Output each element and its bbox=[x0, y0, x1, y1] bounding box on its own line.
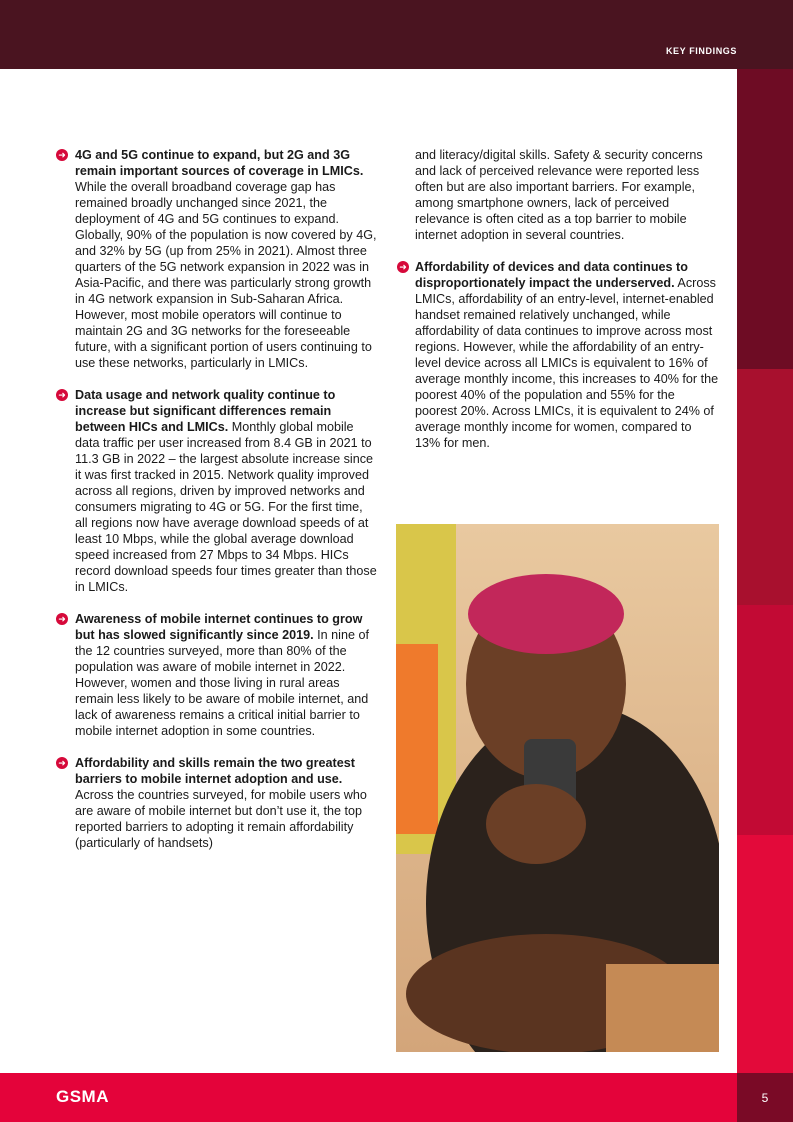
finding-body: Across LMICs, affordability of an entry-level, internet-enabled handset remained relatively unchanged, while affordability of data continues to improve across most regions. However, while the affordability of an entry-level device across all LMICs is equivalent to 16% of average monthly income, this increases to 40% for the poorest 40% of the population and 55% for the poorest 20%. Across LMICs, it is equivalent to 24% of average monthly income for women, compared to 13% for men. bbox=[415, 276, 719, 450]
arrow-circle-right-icon: ➜ bbox=[56, 613, 68, 625]
finding-body: In nine of the 12 countries surveyed, more than 80% of the population was aware of mobile internet in 2022. However, women and those living in rural areas remain less likely to be aware of mobile internet, and lack of awareness remains a critical initial barrier to mobile internet adoption in some countries. bbox=[75, 628, 369, 738]
finding-lead: 4G and 5G continue to expand, but 2G and 3G remain important sources of coverage in LMICs. bbox=[75, 148, 364, 178]
gsma-logo: GSMA bbox=[56, 1087, 109, 1106]
left-column bbox=[56, 147, 378, 867]
arrow-circle-right-icon: ➜ bbox=[56, 389, 68, 401]
finding-body: and literacy/digital skills. Safety & security concerns and lack of perceived relevance were reported less often but are also important barriers. For example, among smartphone owners, lack of perceived relevance is often cited as a top barrier to mobile internet adoption in several countries. bbox=[415, 148, 703, 242]
side-strip bbox=[737, 69, 793, 369]
finding-body: Across the countries surveyed, for mobile users who are aware of mobile internet but don’t use it, the top reported barriers to adopting it remain affordability (particularly of handsets) bbox=[75, 788, 367, 850]
footer-bar bbox=[0, 1073, 793, 1122]
finding-lead: Awareness of mobile internet continues to grow but has slowed significantly since 2019. bbox=[75, 612, 363, 642]
finding-body: Monthly global mobile data traffic per user increased from 8.4 GB in 2021 to 11.3 GB in 2022 – the largest absolute increase since it was first tracked in 2015. Network quality improved across all regions, driven by improved networks and consumers migrating to 4G or 5G. For the first time, all regions now have average download speeds of at least 10 Mbps, while the global average download speed increased from 27 Mbps to 34 Mbps. HICs record download speeds four times greater than those in LMICs. bbox=[75, 420, 377, 594]
arrow-circle-right-icon: ➜ bbox=[397, 261, 409, 273]
finding-continuation bbox=[397, 147, 719, 243]
finding-item bbox=[56, 755, 378, 851]
right-column bbox=[397, 147, 719, 467]
side-strip bbox=[737, 605, 793, 835]
finding-lead: Affordability of devices and data continues to disproportionately impact the underserved. bbox=[415, 260, 688, 290]
finding-lead: Affordability and skills remain the two greatest barriers to mobile internet adoption and use. bbox=[75, 756, 355, 786]
side-strip bbox=[737, 369, 793, 605]
finding-body: While the overall broadband coverage gap has remained broadly unchanged since 2021, the deployment of 4G and 5G continues to expand. Globally, 90% of the population is now covered by 4G, and 32% by 5G (up from 25% in 2021). Almost three quarters of the 5G network expansion in 2022 was in Asia-Pacific, and there was particularly strong growth in 4G network expansion in Sub-Saharan Africa. However, most mobile operators will continue to maintain 2G and 3G networks for the foreseeable future, with a significant portion of users continuing to use these networks, particularly in LMICs. bbox=[75, 180, 377, 370]
header-bar bbox=[0, 0, 793, 69]
finding-item bbox=[397, 259, 719, 451]
side-strip bbox=[737, 835, 793, 1073]
section-label: KEY FINDINGS bbox=[665, 46, 737, 56]
arrow-circle-right-icon: ➜ bbox=[56, 149, 68, 161]
finding-item bbox=[56, 611, 378, 739]
finding-item bbox=[56, 387, 378, 595]
arrow-circle-right-icon: ➜ bbox=[56, 757, 68, 769]
photo-woman-with-smartphone bbox=[396, 524, 719, 1052]
photo-illustration bbox=[396, 524, 719, 1052]
page-number: 5 bbox=[737, 1073, 793, 1122]
finding-lead: Data usage and network quality continue to increase but significant differences remain between HICs and LMICs. bbox=[75, 388, 336, 434]
finding-item bbox=[56, 147, 378, 371]
